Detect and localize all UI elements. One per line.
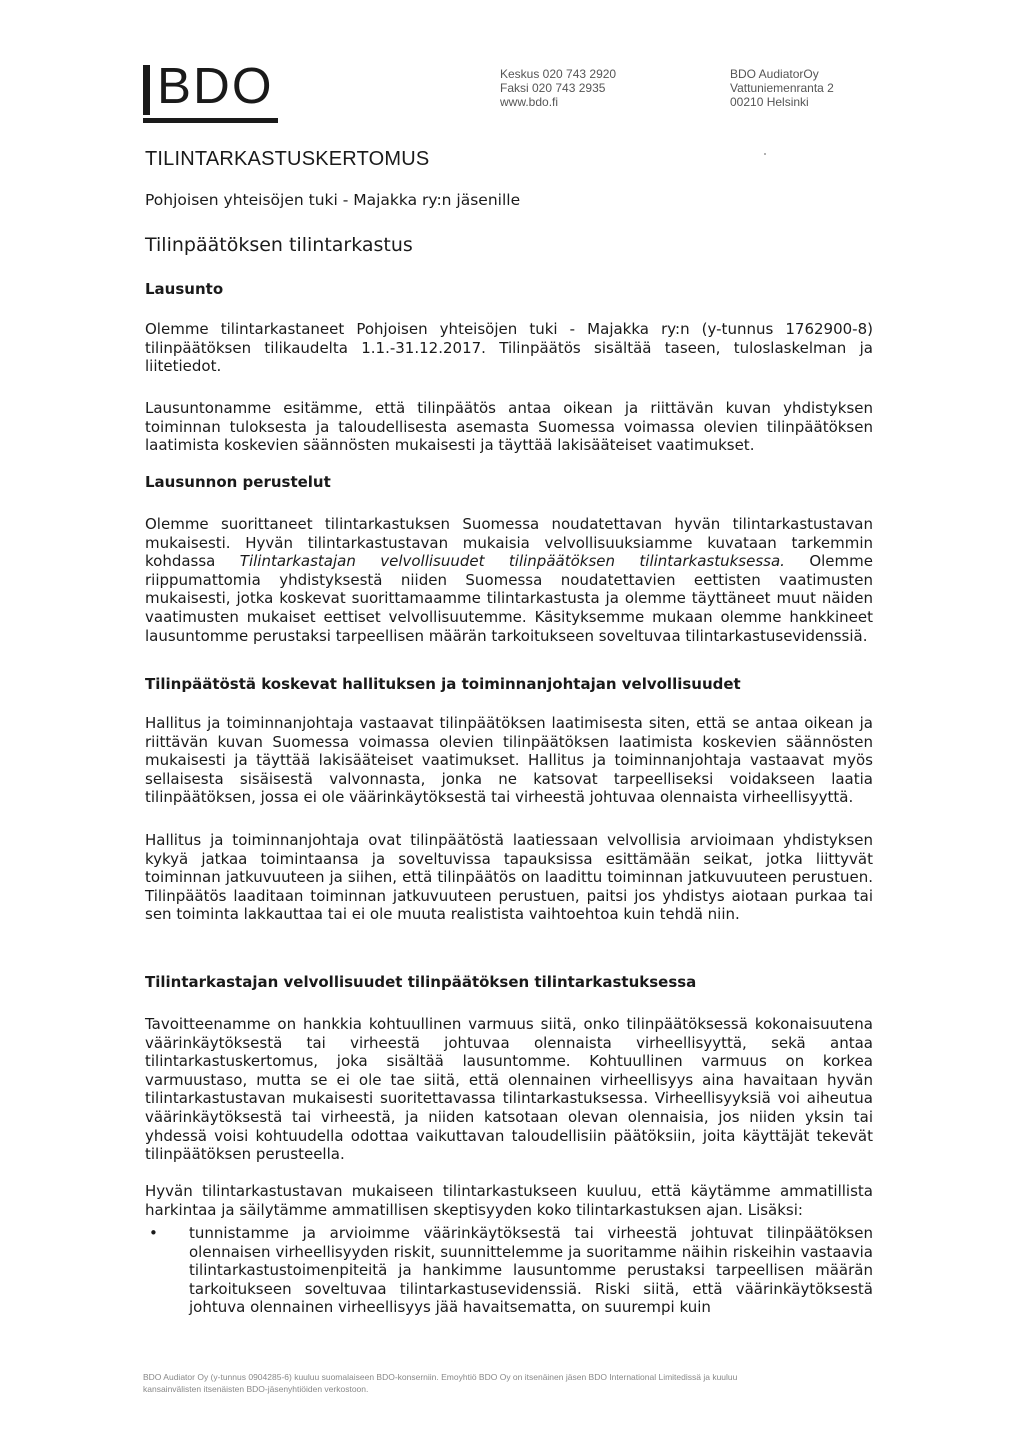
recipient-line: Pohjoisen yhteisöjen tuki - Majakka ry:n jäsenille xyxy=(145,191,521,209)
logo-text: BDO xyxy=(157,57,274,114)
basis-text-b: Olemme riippumattomia yhdistyksestä niiden Suomessa noudatettavien eettisten vaatimusten mukaisesti, jotka koskevat suorittamaamme tilintarkastusta ja olemme täyttäneet muut näiden vaatimusten mukaiset eettiset velvollisuutemme. Käsityksemme mukaan olemme hankkineet lausuntomme perustaksi tarpeellisen määrän tarkoitukseen soveltuvaa tilintarkastusevidenssiä. xyxy=(145,552,873,645)
opinion-paragraph-1: Olemme tilintarkastaneet Pohjoisen yhteisöjen tuki - Majakka ry:n (y-tunnus 1762900-8) tilinpäätöksen tilikaudelta 1.1.-31.12.2017. Tilinpäätös sisältää taseen, tuloslaskelman ja liitetiedot. xyxy=(145,320,873,376)
basis-text-reference: Tilintarkastajan velvollisuudet tilinpäätöksen tilintarkastuksessa. xyxy=(239,552,785,571)
basis-text-a: Olemme suorittaneet tilintarkastuksen Suomessa noudatettavan hyvän tilintarkastustavan mukaisesti. Hyvän tilintarkastustavan mukaisia velvollisuuksiamme kuvataan tarkemmin kohdassa xyxy=(145,515,873,571)
scan-speck xyxy=(764,153,766,155)
street-address: Vattuniemenranta 2 xyxy=(730,81,834,95)
report-title: TILINTARKASTUSKERTOMUS xyxy=(145,148,430,170)
auditor-heading: Tilintarkastajan velvollisuudet tilinpäätöksen tilintarkastuksessa xyxy=(145,973,697,991)
postal-address: 00210 Helsinki xyxy=(730,95,809,109)
contact-fax: Faksi 020 743 2935 xyxy=(500,81,606,95)
auditor-bullet-list xyxy=(145,1224,873,1317)
contact-info-right xyxy=(730,67,834,109)
opinion-paragraph-2: Lausuntonamme esitämme, että tilinpäätös antaa oikean ja riittävän kuvan yhdistyksen toiminnan tuloksesta ja taloudellisesta asemasta Suomessa voimassa olevien tilinpäätöksen laatimista koskevien säännösten mukaisesti ja täyttää lakisääteiset vaatimukset. xyxy=(145,399,873,455)
management-paragraph-2: Hallitus ja toiminnanjohtaja ovat tilinpäätöstä laatiessaan velvollisia arvioimaan yhdistyksen kykyä jatkaa toimintaansa ja soveltuvissa tapauksissa esittämään seikat, jotka liittyvät toiminnan jatkuvuuteen ja siihen, että tilinpäätös on laadittu toiminnan jatkuvuuteen perustuen. Tilinpäätös laaditaan toiminnan jatkuvuuteen perustuen, paitsi jos yhdistys aiotaan purkaa tai sen toiminta lakkauttaa tai ei ole muuta realistista vaihtoehtoa kuin tehdä niin. xyxy=(145,831,873,924)
auditor-paragraph-1: Tavoitteenamme on hankkia kohtuullinen varmuus siitä, onko tilinpäätöksessä kokonaisuutena väärinkäytöksestä tai virheestä johtuvaa olennaista virheellisyyttä, sekä antaa tilintarkastuskertomus, joka sisältää lausuntomme. Kohtuullinen varmuus on korkea varmuustaso, mutta se ei ole tae siitä, että olennainen virheellisyys aina havaitaan hyvän tilintarkastustavan mukaisesti suoritettavassa tilintarkastuksessa. Virheellisyyksiä voi aiheutua väärinkäytöksestä tai virheestä, ja niiden katsotaan olevan olennaisia, jos niiden yksin tai yhdessä voisi kohtuudella odottaa vaikuttavan taloudellisiin päätöksiin, joita käyttäjät tekevät tilinpäätöksen perusteella. xyxy=(145,1015,873,1164)
basis-paragraph xyxy=(145,515,873,645)
opinion-heading: Lausunto xyxy=(145,280,224,298)
company-name: BDO AudiatorOy xyxy=(730,67,819,81)
section-title: Tilinpäätöksen tilintarkastus xyxy=(145,234,413,256)
bullet-text: tunnistamme ja arvioimme väärinkäytöksestä tai virheestä johtuvat tilinpäätöksen olennaisen virheellisyyden riskit, suunnittelemme ja suoritamme näihin riskeihin vastaavia tilintarkastustoimenpiteitä ja hankimme lausuntomme perustaksi tarpeellisen määrän tarkoitukseen soveltuvaa tilintarkastusevidenssiä. Riski siitä, että väärinkäytöksestä johtuva olennainen virheellisyys jää havaitsematta, on suurempi kuin xyxy=(189,1224,873,1317)
list-item xyxy=(145,1224,873,1317)
basis-heading: Lausunnon perustelut xyxy=(145,473,331,491)
logo-bar xyxy=(143,65,150,115)
bullet-icon: • xyxy=(149,1224,158,1242)
footer-line-2: kansainvälisten itsenäisten BDO-jäsenyhtiöiden verkostoon. xyxy=(143,1384,369,1394)
footer-line-1: BDO Audiator Oy (y-tunnus 0904285-6) kuuluu suomalaiseen BDO-konserniin. Emoyhtiö BDO Oy on itsenäinen jäsen BDO International Limitedissä ja kuuluu xyxy=(143,1372,738,1382)
management-heading: Tilinpäätöstä koskevat hallituksen ja toiminnanjohtajan velvollisuudet xyxy=(145,675,741,693)
page-footer xyxy=(143,1371,883,1395)
contact-website: www.bdo.fi xyxy=(500,95,559,109)
auditor-paragraph-2: Hyvän tilintarkastustavan mukaiseen tilintarkastukseen kuuluu, että käytämme ammatillista harkintaa ja säilytämme ammatillisen skeptisyyden koko tilintarkastuksen ajan. Lisäksi: xyxy=(145,1182,873,1219)
contact-phone: Keskus 020 743 2920 xyxy=(500,67,617,81)
bdo-logo xyxy=(143,57,278,126)
management-paragraph-1: Hallitus ja toiminnanjohtaja vastaavat tilinpäätöksen laatimisesta siten, että se antaa oikean ja riittävän kuvan Suomessa voimassa olevien tilinpäätöksen laatimista koskevien säännösten mukaisesti ja täyttää lakisääteiset vaatimukset. Hallitus ja toiminnanjohtaja vastaavat myös sellaisesta sisäisestä valvonnasta, jonka ne katsovat tarpeelliseksi voidakseen laatia tilinpäätöksen, jossa ei ole väärinkäytöksestä tai virheestä johtuvaa olennaista virheellisyyttä. xyxy=(145,714,873,807)
logo-underline xyxy=(143,118,278,123)
contact-info-left xyxy=(500,67,616,109)
